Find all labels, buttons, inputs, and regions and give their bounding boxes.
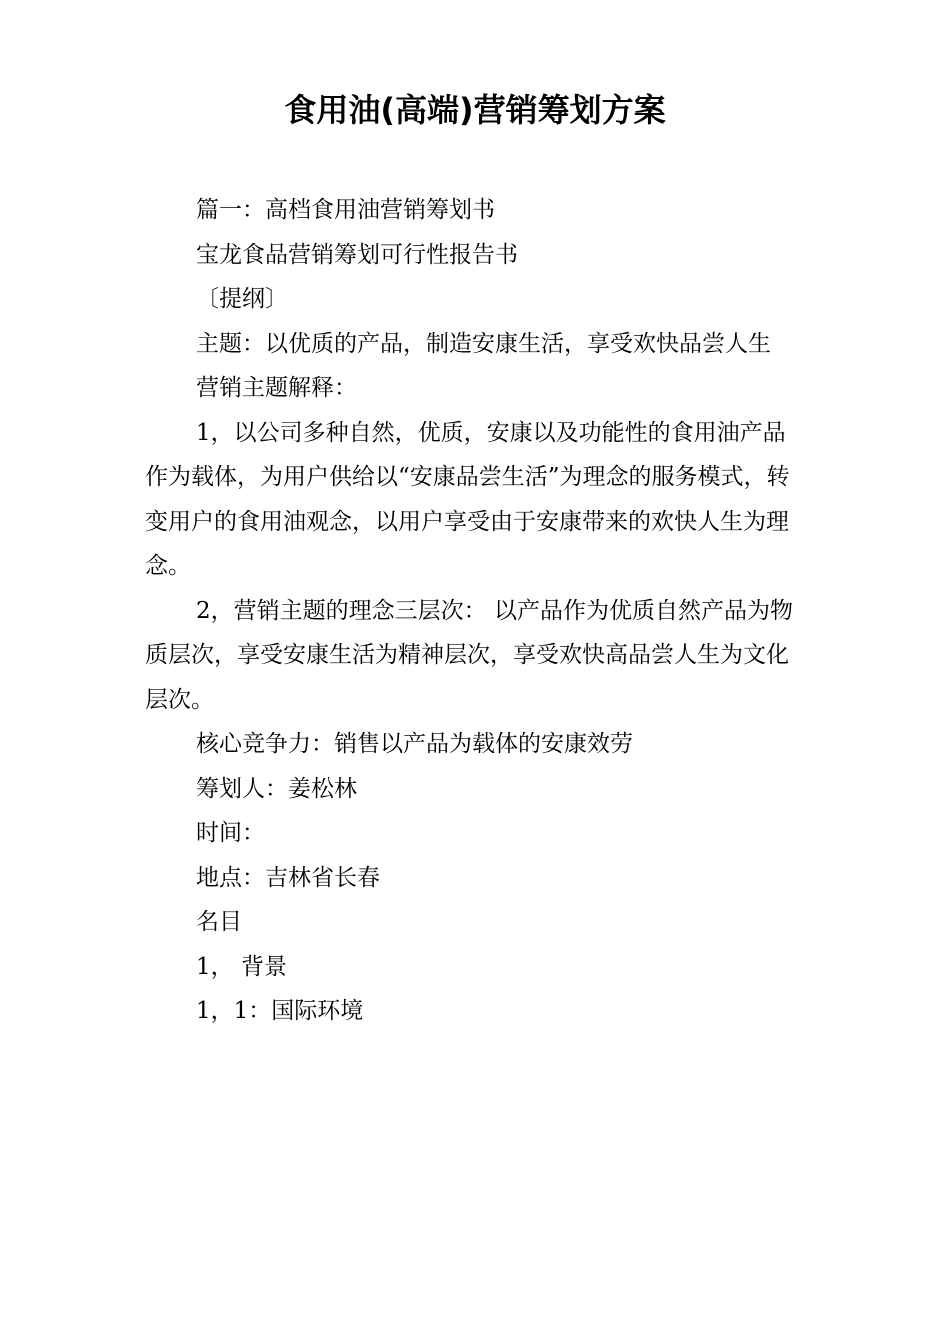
- paragraph-theme-point-1: 1，以公司多种自然，优质，安康以及功能性的食用油产品作为载体，为用户供给以“安康品尝生活”为理念的服务模式，转变用户的食用油观念，以用户享受由于安康带来的欢快人生为理念。: [145, 419, 790, 579]
- paragraph-section-heading: 篇一：高档食用油营销筹划书: [196, 197, 495, 223]
- paragraph-theme-explanation-label: 营销主题解释：: [196, 375, 357, 401]
- paragraph-core-competence: 核心竞争力：销售以产品为载体的安康效劳: [196, 731, 633, 757]
- document-title: 食用油(高端)营销筹划方案: [284, 91, 666, 129]
- paragraph-contents-label: 名目: [196, 909, 242, 935]
- paragraph-time: 时间：: [196, 820, 265, 846]
- paragraph-report-title: 宝龙食品营销筹划可行性报告书: [196, 241, 518, 268]
- paragraph-contents-item-1-1: 1，1：国际环境: [196, 998, 364, 1024]
- paragraph-theme: 主题：以优质的产品，制造安康生活，享受欢快品尝人生: [196, 330, 771, 357]
- paragraph-outline-label: 〔提纲〕: [196, 286, 288, 312]
- paragraph-theme-point-2: 2，营销主题的理念三层次： 以产品作为优质自然产品为物质层次，享受安康生活为精神层次，享受欢快高品尝人生为文化层次。: [145, 597, 793, 713]
- paragraph-contents-item-1: 1， 背景: [196, 953, 287, 980]
- paragraph-planner: 筹划人：姜松林: [196, 775, 357, 802]
- document-body: [145, 188, 807, 1034]
- paragraph-location: 地点：吉林省长春: [196, 864, 380, 891]
